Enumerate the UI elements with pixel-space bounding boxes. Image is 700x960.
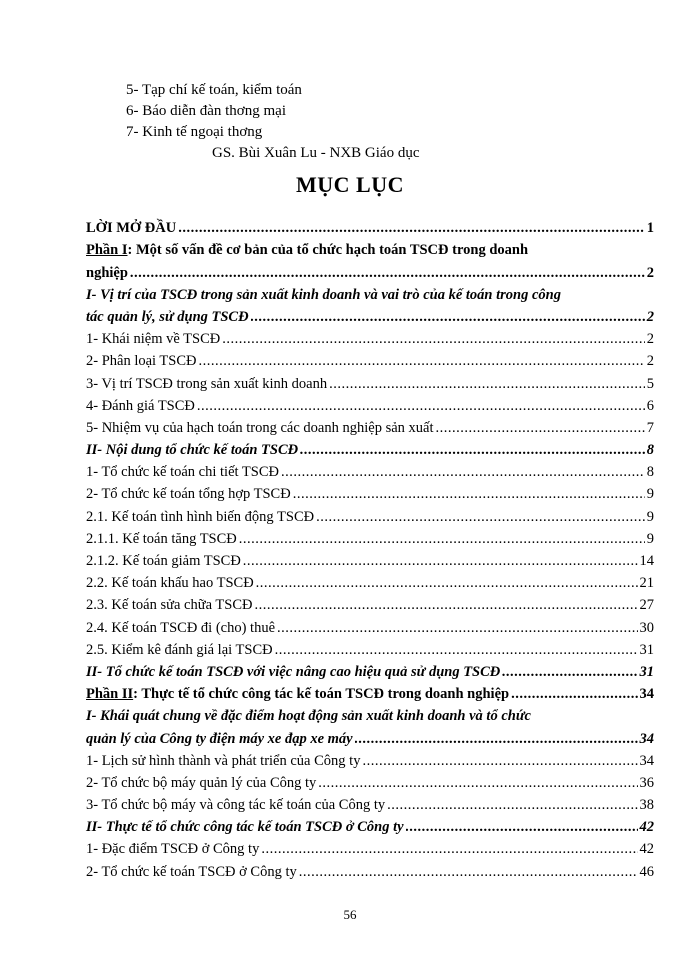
- toc-entry-page: 31: [639, 663, 654, 680]
- toc-entry-sec4-line1[interactable]: [86, 703, 654, 725]
- toc-entry-sec5[interactable]: [86, 814, 654, 836]
- reference-author: GS. Bùi Xuân Lu - NXB Giáo dục: [212, 145, 420, 161]
- table-of-contents: [86, 215, 654, 881]
- reference-list: [126, 80, 419, 164]
- toc-entry[interactable]: [86, 481, 654, 503]
- toc-leader-dots: [511, 686, 637, 703]
- toc-entry-text: 5- Nhiệm vụ của hạch toán trong các doanh nghiệp sản xuất: [86, 419, 434, 436]
- toc-entry[interactable]: [86, 459, 654, 481]
- toc-entry-text: 2.3. Kế toán sửa chữa TSCĐ: [86, 597, 253, 614]
- toc-entry-text: tác quản lý, sử dụng TSCĐ: [86, 308, 249, 325]
- toc-entry-page: 9: [646, 486, 654, 503]
- toc-leader-dots: [239, 531, 645, 548]
- toc-leader-dots: [300, 442, 645, 459]
- toc-entry-page: 2: [646, 308, 654, 325]
- toc-leader-dots: [406, 819, 638, 836]
- toc-leader-dots: [275, 642, 638, 659]
- toc-leader-dots: [251, 309, 645, 326]
- page-title: MỤC LỤC: [296, 172, 404, 197]
- toc-entry-page: 27: [639, 597, 654, 614]
- toc-entry-intro[interactable]: [86, 215, 654, 237]
- toc-leader-dots: [197, 398, 645, 415]
- toc-entry-page: 30: [639, 619, 654, 636]
- toc-entry-text: II- Tổ chức kế toán TSCĐ với việc nâng cao hiệu quả sử dụng TSCĐ: [86, 663, 501, 680]
- toc-leader-dots: [199, 353, 645, 370]
- toc-entry[interactable]: [86, 548, 654, 570]
- toc-entry-page: 8: [646, 464, 654, 481]
- toc-entry-text: 2.2. Kế toán khấu hao TSCĐ: [86, 575, 254, 592]
- toc-entry[interactable]: [86, 348, 654, 370]
- toc-entry-page: 34: [639, 752, 654, 769]
- toc-part-prefix: Phần I: [86, 242, 128, 259]
- toc-entry[interactable]: [86, 614, 654, 636]
- toc-entry-text: 3- Tổ chức bộ máy và công tác kế toán của Công ty: [86, 797, 386, 814]
- toc-entry-text: 2.4. Kế toán TSCĐ đi (cho) thuê: [86, 619, 276, 636]
- toc-entry-page: 9: [646, 508, 654, 525]
- toc-leader-dots: [130, 265, 645, 282]
- toc-entry-page: 2: [646, 264, 654, 281]
- toc-leader-dots: [318, 775, 637, 792]
- toc-entry-page: 9: [646, 530, 654, 547]
- toc-leader-dots: [277, 620, 637, 637]
- toc-entry[interactable]: [86, 526, 654, 548]
- toc-leader-dots: [261, 841, 637, 858]
- toc-part-prefix: Phần II: [86, 686, 134, 703]
- toc-leader-dots: [293, 486, 645, 503]
- toc-entry[interactable]: [86, 570, 654, 592]
- toc-entry-text: 2- Tổ chức kế toán tổng hợp TSCĐ: [86, 486, 291, 503]
- toc-entry-page: 2: [646, 331, 654, 348]
- toc-entry-part1-line2[interactable]: [86, 259, 654, 281]
- toc-entry-page: 1: [646, 220, 654, 237]
- toc-entry-page: 6: [646, 397, 654, 414]
- toc-entry-part1-line1[interactable]: [86, 237, 654, 259]
- toc-entry-page: 21: [639, 575, 654, 592]
- toc-entry-text: 2.5. Kiểm kê đánh giá lại TSCĐ: [86, 641, 273, 658]
- toc-entry-text: 1- Khái niệm về TSCĐ: [86, 331, 221, 348]
- toc-entry[interactable]: [86, 393, 654, 415]
- toc-entry-sec4-line2[interactable]: [86, 725, 654, 747]
- toc-entry-text: LỜI MỞ ĐẦU: [86, 220, 177, 237]
- toc-leader-dots: [243, 553, 638, 570]
- toc-entry-text: : Thực tế tổ chức công tác kế toán TSCĐ trong doanh nghiệp: [133, 686, 510, 703]
- toc-leader-dots: [387, 797, 637, 814]
- toc-entry-page: 42: [639, 841, 654, 858]
- toc-entry-page: 5: [646, 375, 654, 392]
- toc-entry-text: 2.1.2. Kế toán giảm TSCĐ: [86, 553, 241, 569]
- toc-entry-part2[interactable]: [86, 681, 654, 703]
- toc-entry-text: 2- Tổ chức kế toán TSCĐ ở Công ty: [86, 863, 297, 880]
- toc-entry[interactable]: [86, 792, 654, 814]
- toc-entry-page: 38: [639, 797, 654, 814]
- toc-leader-dots: [502, 664, 637, 681]
- toc-entry-sec1-line1[interactable]: [86, 282, 654, 304]
- toc-entry-text: II- Thực tế tổ chức công tác kế toán TSCĐ ở Công ty: [86, 819, 404, 836]
- toc-leader-dots: [281, 464, 645, 481]
- toc-entry[interactable]: [86, 836, 654, 858]
- toc-entry-page: 42: [639, 819, 654, 836]
- toc-entry-page: 31: [639, 641, 654, 658]
- toc-leader-dots: [254, 597, 637, 614]
- toc-entry-text: 2.1.1. Kế toán tăng TSCĐ: [86, 530, 237, 547]
- reference-item: 6- Báo diễn đàn thơng mại: [126, 103, 286, 119]
- toc-entry[interactable]: [86, 503, 654, 525]
- toc-entry-text: I- Khái quát chung về đặc điểm hoạt động sản xuất kinh doanh và tổ chức: [86, 708, 531, 725]
- toc-entry-page: 46: [639, 863, 654, 880]
- page-number: 56: [343, 907, 357, 922]
- toc-leader-dots: [178, 220, 645, 237]
- toc-leader-dots: [435, 420, 644, 437]
- toc-leader-dots: [316, 509, 645, 526]
- toc-leader-dots: [256, 575, 638, 592]
- toc-entry[interactable]: [86, 858, 654, 880]
- toc-entry-text: 2.1. Kế toán tình hình biến động TSCĐ: [86, 508, 315, 525]
- toc-entry-sec3[interactable]: [86, 659, 654, 681]
- toc-entry-text: 3- Vị trí TSCĐ trong sản xuất kinh doanh: [86, 375, 328, 392]
- toc-entry-page: 7: [646, 419, 654, 436]
- toc-entry-text: nghiệp: [86, 264, 128, 281]
- toc-entry-page: 14: [639, 553, 654, 569]
- toc-entry[interactable]: [86, 370, 654, 392]
- reference-item: 7- Kinh tế ngoại thơng: [126, 124, 263, 140]
- toc-entry-text: 2- Tổ chức bộ máy quản lý của Công ty: [86, 774, 317, 791]
- toc-entry-text: I- Vị trí của TSCĐ trong sản xuất kinh doanh và vai trò của kế toán trong công: [86, 286, 561, 303]
- toc-entry-page: 2: [646, 353, 654, 370]
- toc-entry-text: 1- Lịch sử hình thành và phát triển của Công ty: [86, 752, 361, 769]
- toc-leader-dots: [329, 376, 645, 393]
- toc-entry-page: 8: [646, 442, 654, 459]
- toc-entry[interactable]: [86, 415, 654, 437]
- toc-entry-text: 2- Phân loại TSCĐ: [86, 353, 197, 370]
- toc-entry-sec1-line2[interactable]: [86, 304, 654, 326]
- toc-entry-text: 4- Đánh giá TSCĐ: [86, 397, 195, 414]
- toc-entry-page: 36: [639, 774, 654, 791]
- toc-entry-text: 1- Tổ chức kế toán chi tiết TSCĐ: [86, 464, 279, 481]
- toc-entry-page: 34: [639, 730, 654, 747]
- toc-entry[interactable]: [86, 592, 654, 614]
- toc-entry[interactable]: [86, 326, 654, 348]
- toc-entry[interactable]: [86, 637, 654, 659]
- toc-leader-dots: [299, 864, 638, 881]
- toc-leader-dots: [222, 331, 645, 348]
- toc-leader-dots: [355, 731, 638, 748]
- toc-entry-text: II- Nội dung tổ chức kế toán TSCĐ: [86, 442, 299, 459]
- toc-entry[interactable]: [86, 748, 654, 770]
- toc-entry-page: 34: [639, 686, 654, 703]
- toc-entry-text: : Một số vấn đề cơ bản của tổ chức hạch toán TSCĐ trong doanh: [127, 242, 529, 259]
- toc-leader-dots: [362, 753, 637, 770]
- toc-entry-text: 1- Đặc điểm TSCĐ ở Công ty: [86, 841, 260, 858]
- toc-entry-sec2[interactable]: [86, 437, 654, 459]
- reference-item: 5- Tạp chí kế toán, kiểm toán: [126, 82, 302, 98]
- toc-entry-text: quản lý của Công ty điện máy xe đạp xe máy: [86, 730, 353, 747]
- toc-entry[interactable]: [86, 770, 654, 792]
